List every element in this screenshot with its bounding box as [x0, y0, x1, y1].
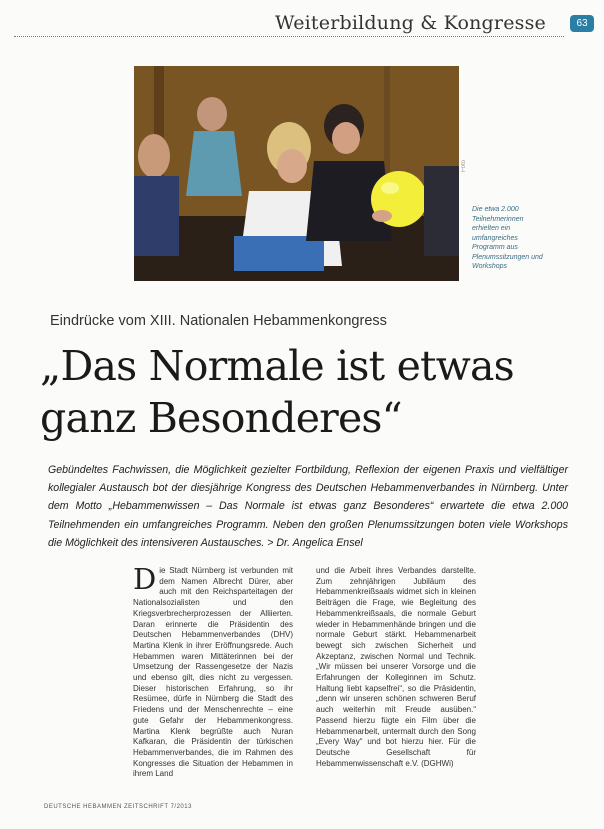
page-number-badge: 63 — [570, 15, 594, 32]
page-footer: DEUTSCHE HEBAMMEN ZEITSCHRIFT 7/2013 — [44, 804, 192, 810]
column-1-text: ie Stadt Nürnberg ist verbunden mit dem Namen Albrecht Dürer, aber auch mit den Reichsparteitagen der Nationalsozialisten und den Kriegsverbrecherprozessen der Alliierten. Daran erinnerte die Präsidentin des Deutschen Hebammenverbandes (DHV) Martina Klenk in ihrer Eröffnungsrede. Auch Hebammen waren Mittäterinnen bei der Umsetzung der Rassengesetze der Nazis und ebenso gilt, dies nicht zu vergessen. Dieser historischen Erfahrung, so ihr Resümee, dürfe in Nürnberg die Stadt des Friedens und der Menschenrechte – eine gute Gefahr der Hebammenkongress. Martina Klenk begrüßte auch Nuran Kafkaran, die Präsidentin der türkischen Hebammenverbandes, die im Rahmen des Kongresses die Situation der Hebammen in ihrem Land — [133, 566, 293, 779]
drop-cap: D — [133, 562, 157, 596]
section-header-title: Weiterbildung & Kongresse — [275, 12, 546, 34]
header-rule — [14, 36, 564, 37]
body-column-1 — [133, 562, 293, 780]
article-photo — [134, 66, 459, 281]
body-column-2: und die Arbeit ihres Verbandes darstellte. Zum zehnjährigen Jubiläum des Hebammenkreißsaals widmet sich in kleinen Beiträgen die Frage, wie Begleitung des Hebammenkreißsaals, die normale Geburt wieder in Hebammenhände bringen und die normale Geburt stärkt. Hebammenarbeit bewegt sich zwischen Sicherheit und Akzeptanz, zwischen Normal und Technik. „Wir müssen bei unserer Vorsorge und die Erfahrungen der Kolleginnen im Schutz. Haltung liebt kapselfrei“, so die Präsidentin, „denn wir unseren schönen schweren Beruf auch weiterhin mit Freude ausüben.“ Passend hierzu fügte ein Film über die Hebammenarbeit, untermalt durch den Song „Every Way“ und bot hierzu hier. Für die Deutsche Gesellschaft für Hebammenwissenschaft e.V. (DGHWi) — [316, 566, 476, 768]
article-kicker: Eindrücke vom XIII. Nationalen Hebammenkongress — [50, 313, 387, 329]
photo-caption: Die etwa 2.000 Teilnehmerinnen erhielten ein umfangreiches Programm aus Plenumssitzungen und Workshops — [472, 206, 543, 270]
article-lead: Gebündeltes Fachwissen, die Möglichkeit gezielter Fortbildung, Reflexion der eigenen Praxis und vielfältiger kollegialer Austausch bot der diesjährige Kongress des Deutschen Hebammenverbandes in Nürnberg. Unter dem Motto „Hebammenwissen – Das Normale ist etwas ganz Besonderes“ erwartete die etwa 2.000 Teilnehmenden ein umfangreiches Programm. Neben den großen Plenumssitzungen boten viele Workshops die Möglichkeit des intensiveren Austausches. > Dr. Angelica Ensel — [48, 464, 568, 549]
photo-credit: Foto — [461, 160, 467, 173]
article-headline: „Das Normale ist etwas ganz Besonderes“ — [40, 342, 514, 442]
